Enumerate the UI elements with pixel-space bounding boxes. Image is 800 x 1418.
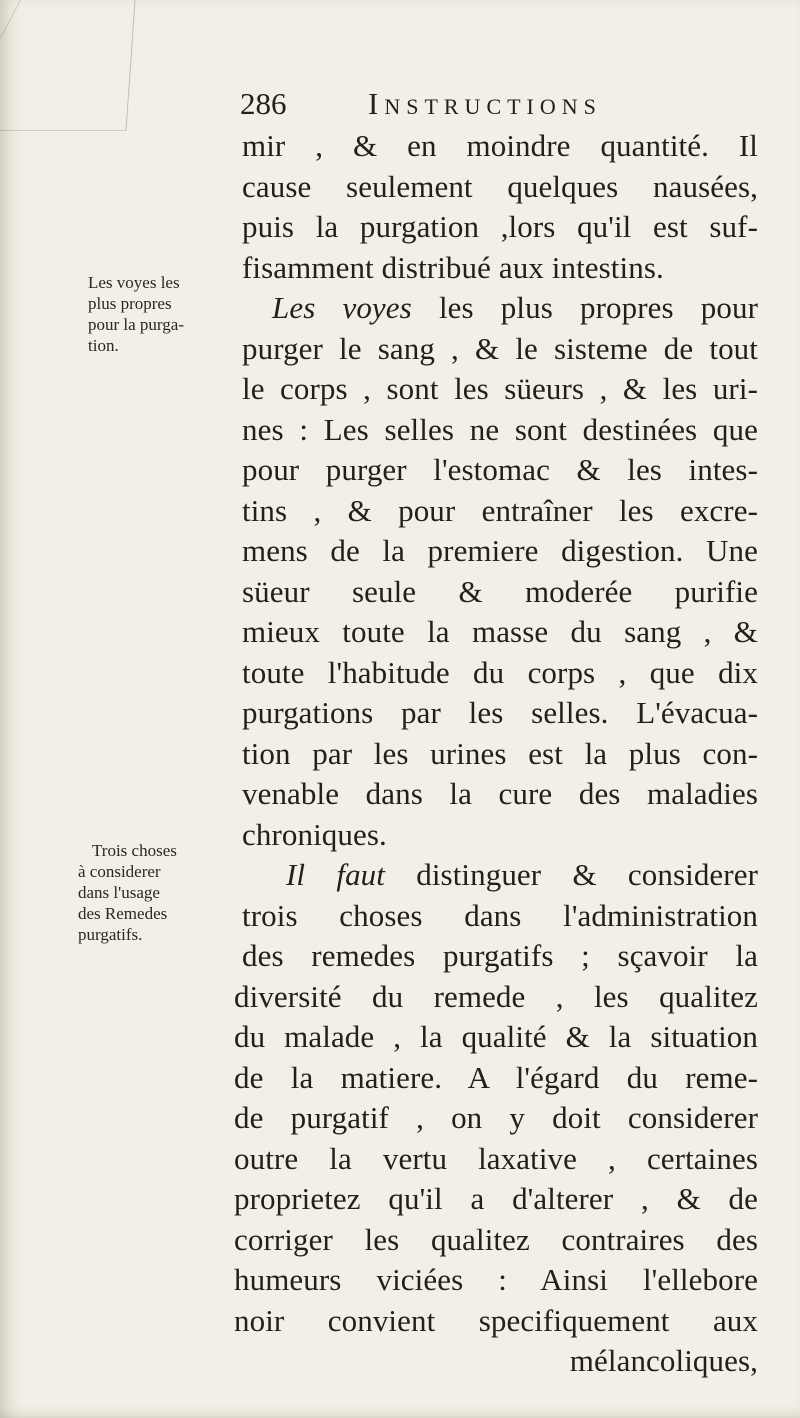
running-head <box>240 84 760 124</box>
margin-note-voyes <box>88 272 184 356</box>
body-text <box>228 126 758 1382</box>
text-line: noir convient specifiquement aux <box>234 1302 758 1338</box>
text-line: tion par les urines est la plus con- <box>242 735 758 771</box>
text-line: du malade , la qualité & la situation <box>234 1019 758 1054</box>
page-number: 286 <box>240 86 287 121</box>
text-line: mir , & en moindre quantité. Il <box>242 128 758 163</box>
text-line: corriger les qualitez contraires des <box>234 1221 758 1257</box>
margin-note-line: tion. <box>88 336 119 355</box>
text-line: mens de la premiere digestion. Une <box>242 533 758 568</box>
text-line <box>228 855 758 896</box>
text-line: purgations par les selles. L'évacua- <box>242 695 758 730</box>
text-line: humeurs viciées : Ainsi l'ellebore <box>234 1262 758 1297</box>
margin-note-line: pour la purga- <box>88 315 184 334</box>
margin-note-line: purgatifs. <box>78 925 143 944</box>
page-crease <box>0 0 136 131</box>
margin-note-line: dans l'usage <box>78 883 160 902</box>
running-title: Instructions <box>368 86 602 121</box>
text-line: de purgatif , on y doit considerer <box>234 1100 758 1135</box>
margin-note-line: Trois choses <box>92 841 177 860</box>
text-line: venable dans la cure des maladies <box>242 776 758 811</box>
text-line: cause seulement quelques nausées, <box>242 168 758 204</box>
text-line: mélancoliques, <box>569 1343 758 1378</box>
margin-note-line: plus propres <box>88 294 172 313</box>
text-line: des remedes purgatifs ; sçavoir la <box>242 938 758 973</box>
margin-note-line: Les voyes les <box>88 273 180 292</box>
text-line: fisamment distribué aux intestins. <box>242 249 664 285</box>
text-line: le corps , sont les süeurs , & les uri- <box>242 371 758 406</box>
text-line: toute l'habitude du corps , que dix <box>242 654 758 690</box>
text-line: chroniques. <box>242 816 387 852</box>
text-line: pour purger l'estomac & les intes- <box>242 452 758 487</box>
text-line: tins , & pour entraîner les excre- <box>242 492 758 528</box>
text-line: outre la vertu laxative , certaines <box>234 1140 758 1176</box>
text-line <box>228 288 758 329</box>
text-line: de la matiere. A l'égard du reme- <box>234 1059 758 1095</box>
text-line-rest: distinguer & considerer <box>416 857 758 892</box>
text-line: nes : Les selles ne sont destinées que <box>242 411 758 447</box>
text-line: mieux toute la masse du sang , & <box>242 614 758 649</box>
text-line: diversité du remede , les qualitez <box>234 978 758 1014</box>
text-line: purger le sang , & le sisteme de tout <box>242 330 758 366</box>
text-line: proprietez qu'il a d'alterer , & de <box>234 1181 758 1216</box>
text-line: trois choses dans l'administration <box>242 897 758 933</box>
italic-lead: Les voyes <box>272 290 412 325</box>
text-line: puis la purgation ,lors qu'il est suf- <box>242 209 758 244</box>
margin-note-line: des Remedes <box>78 904 168 923</box>
italic-lead: Il faut <box>286 857 385 892</box>
margin-note-trois-choses <box>78 840 177 945</box>
margin-note-line: à considerer <box>78 862 161 881</box>
text-line: süeur seule & moderée purifie <box>242 573 758 609</box>
text-line-rest: les plus propres pour <box>438 290 758 325</box>
